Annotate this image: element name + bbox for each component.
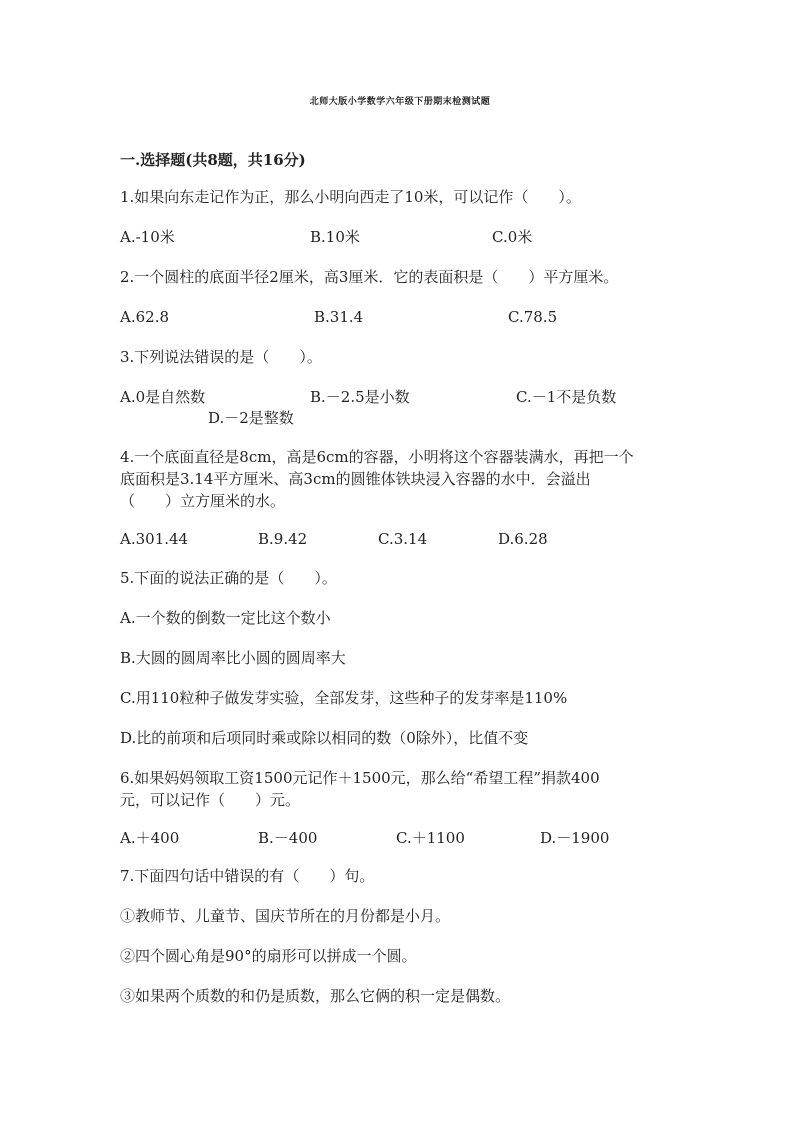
question-6-option-b: B.－400 (258, 829, 318, 847)
question-6-option-d: D.－1900 (540, 829, 610, 847)
question-6-stem-line-1: 6.如果妈妈领取工资1500元记作＋1500元，那么给“希望工程”捐款400 (120, 769, 600, 787)
question-2-option-b: B.31.4 (314, 308, 364, 326)
question-2-stem: 2.一个圆柱的底面半径2厘米，高3厘米．它的表面积是（ ）平方厘米。 (120, 268, 619, 286)
question-4-stem-line-3: （ ）立方厘米的水。 (120, 492, 286, 510)
question-5-option-c: C.用110粒种子做发芽实验，全部发芽，这些种子的发芽率是110% (120, 689, 568, 707)
question-1-option-a: A.-10米 (120, 228, 175, 246)
question-5-option-b: B.大圆的圆周率比小圆的圆周率大 (120, 649, 346, 667)
question-6-stem-line-2: 元，可以记作（ ）元。 (120, 791, 301, 809)
question-4-option-c: C.3.14 (378, 530, 428, 548)
question-7-statement-2: ②四个圆心角是90°的扇形可以拼成一个圆。 (120, 947, 417, 965)
question-3-option-a: A.0是自然数 (120, 388, 206, 406)
question-5-stem: 5.下面的说法正确的是（ ）。 (120, 569, 337, 587)
question-7-statement-3: ③如果两个质数的和仍是质数，那么它俩的积一定是偶数。 (120, 987, 511, 1005)
question-3-option-b: B.－2.5是小数 (310, 388, 410, 406)
question-7-statement-1: ①教师节、儿童节、国庆节所在的月份都是小月。 (120, 907, 451, 925)
question-1-stem: 1.如果向东走记作为正，那么小明向西走了10米，可以记作（ ）。 (120, 188, 581, 206)
question-3-option-c: C.－1不是负数 (516, 388, 617, 406)
question-5-option-d: D.比的前项和后项同时乘或除以相同的数（0除外），比值不变 (120, 729, 529, 747)
question-3-stem: 3.下列说法错误的是（ ）。 (120, 348, 322, 366)
question-1-option-c: C.0米 (492, 228, 533, 246)
question-2-option-c: C.78.5 (508, 308, 558, 326)
question-4-option-a: A.301.44 (120, 530, 189, 548)
section-heading: 一.选择题(共8题，共16分) (120, 151, 306, 169)
question-5-option-a: A.一个数的倒数一定比这个数小 (120, 609, 331, 627)
question-4-option-b: B.9.42 (258, 530, 308, 548)
question-4-option-d: D.6.28 (498, 530, 548, 548)
question-7-stem: 7.下面四句话中错误的有（ ）句。 (120, 867, 375, 885)
page-title: 北师大版小学数学六年级下册期末检测试题 (309, 97, 491, 107)
question-1-option-b: B.10米 (310, 228, 360, 246)
question-2-option-a: A.62.8 (120, 308, 169, 326)
question-3-option-d: D.－2是整数 (208, 409, 294, 427)
question-4-stem-line-1: 4.一个底面直径是8cm，高是6cm的容器，小明将这个容器装满水，再把一个 (120, 448, 634, 466)
question-4-stem-line-2: 底面积是3.14平方厘米、高3cm的圆锥体铁块浸入容器的水中．会溢出 (120, 470, 591, 488)
question-6-option-a: A.＋400 (120, 829, 180, 847)
question-6-option-c: C.＋1100 (396, 829, 465, 847)
